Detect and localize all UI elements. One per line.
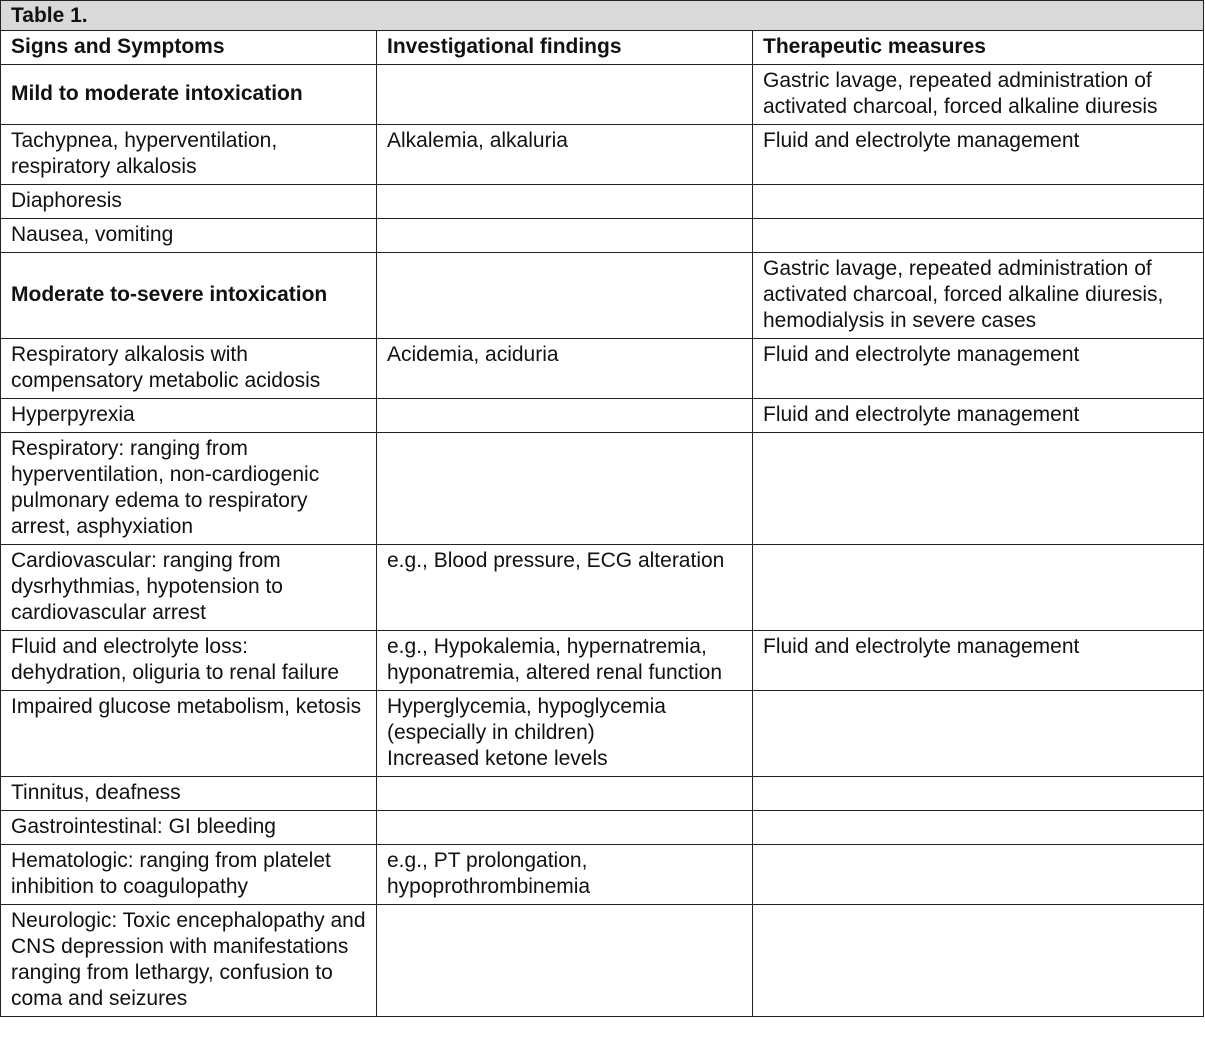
cell-therapy: [753, 691, 1204, 777]
table-caption: Table 1.: [1, 1, 1204, 31]
cell-signs: Cardiovascular: ranging from dysrhythmias, hypotension to cardiovascular arrest: [1, 545, 377, 631]
table-row: [1, 545, 1204, 631]
cell-therapy: [753, 777, 1204, 811]
cell-findings: e.g., Blood pressure, ECG alteration: [377, 545, 753, 631]
column-header-signs: Signs and Symptoms: [1, 31, 377, 65]
cell-findings: Acidemia, aciduria: [377, 339, 753, 399]
cell-findings: [377, 777, 753, 811]
cell-findings: [377, 811, 753, 845]
cell-findings: [377, 219, 753, 253]
table-row: [1, 399, 1204, 433]
cell-therapy: [753, 185, 1204, 219]
cell-findings: [377, 65, 753, 125]
cell-signs: Respiratory alkalosis with compensatory metabolic acidosis: [1, 339, 377, 399]
cell-therapy: Gastric lavage, repeated administration of activated charcoal, forced alkaline diuresis, hemodialysis in severe cases: [753, 253, 1204, 339]
cell-therapy: [753, 845, 1204, 905]
table-row: [1, 811, 1204, 845]
cell-therapy: Fluid and electrolyte management: [753, 339, 1204, 399]
section-row: [1, 65, 1204, 125]
table-row: [1, 845, 1204, 905]
cell-signs: Mild to moderate intoxication: [1, 65, 377, 125]
cell-findings: [377, 905, 753, 1017]
cell-signs: Neurologic: Toxic encephalopathy and CNS depression with manifestations ranging from lethargy, confusion to coma and seizures: [1, 905, 377, 1017]
cell-signs: Respiratory: ranging from hyperventilation, non-cardiogenic pulmonary edema to respiratory arrest, asphyxiation: [1, 433, 377, 545]
cell-findings: [377, 433, 753, 545]
table-row: [1, 905, 1204, 1017]
table-row: [1, 631, 1204, 691]
table-row: [1, 433, 1204, 545]
cell-signs: Gastrointestinal: GI bleeding: [1, 811, 377, 845]
cell-findings: e.g., Hypokalemia, hypernatremia, hyponatremia, altered renal function: [377, 631, 753, 691]
cell-therapy: Fluid and electrolyte management: [753, 399, 1204, 433]
table-row: [1, 219, 1204, 253]
column-header-therapy: Therapeutic measures: [753, 31, 1204, 65]
cell-signs: Fluid and electrolyte loss: dehydration, oliguria to renal failure: [1, 631, 377, 691]
cell-signs: Hematologic: ranging from platelet inhibition to coagulopathy: [1, 845, 377, 905]
cell-findings: [377, 185, 753, 219]
table-row: [1, 777, 1204, 811]
section-row: [1, 253, 1204, 339]
cell-therapy: [753, 545, 1204, 631]
cell-findings: e.g., PT prolongation, hypoprothrombinemia: [377, 845, 753, 905]
cell-signs: Tinnitus, deafness: [1, 777, 377, 811]
cell-signs: Diaphoresis: [1, 185, 377, 219]
cell-signs: Moderate to-severe intoxication: [1, 253, 377, 339]
cell-therapy: [753, 219, 1204, 253]
caption-row: [1, 1, 1204, 31]
header-row: [1, 31, 1204, 65]
cell-findings: Alkalemia, alkaluria: [377, 125, 753, 185]
cell-therapy: [753, 905, 1204, 1017]
cell-therapy: Fluid and electrolyte management: [753, 125, 1204, 185]
table-row: [1, 691, 1204, 777]
table-body: [1, 1, 1204, 1017]
column-header-findings: Investigational findings: [377, 31, 753, 65]
cell-findings: [377, 399, 753, 433]
table-row: [1, 339, 1204, 399]
cell-therapy: [753, 811, 1204, 845]
cell-signs: Tachypnea, hyperventilation, respiratory alkalosis: [1, 125, 377, 185]
cell-signs: Nausea, vomiting: [1, 219, 377, 253]
table-row: [1, 125, 1204, 185]
cell-findings: Hyperglycemia, hypoglycemia (especially in children) Increased ketone levels: [377, 691, 753, 777]
cell-signs: Hyperpyrexia: [1, 399, 377, 433]
cell-therapy: Fluid and electrolyte management: [753, 631, 1204, 691]
cell-therapy: Gastric lavage, repeated administration of activated charcoal, forced alkaline diuresis: [753, 65, 1204, 125]
cell-signs: Impaired glucose metabolism, ketosis: [1, 691, 377, 777]
cell-findings: [377, 253, 753, 339]
cell-therapy: [753, 433, 1204, 545]
table-row: [1, 185, 1204, 219]
